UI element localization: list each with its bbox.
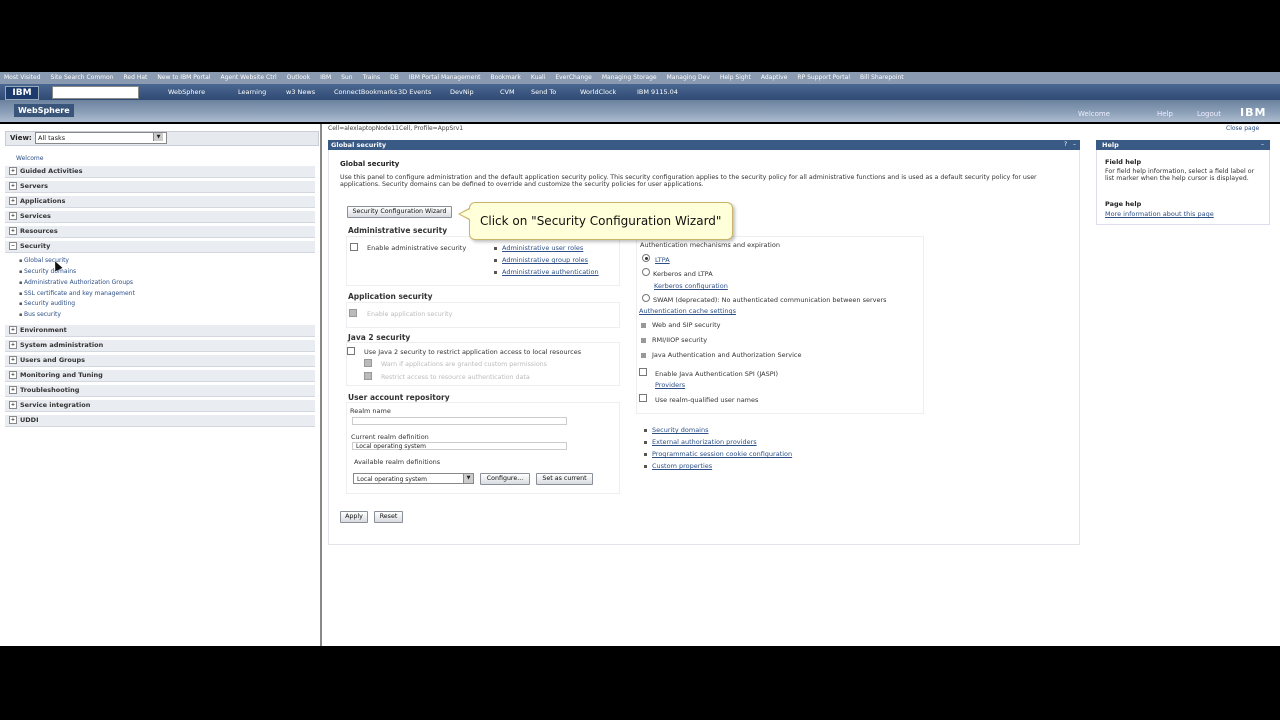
product-logo: WebSphere [14, 104, 74, 117]
expand-icon[interactable]: + [10, 417, 16, 423]
use-java2-security-label: Use Java 2 security to restrict application access to local resources [364, 348, 582, 356]
help-panel-title: Help [1096, 140, 1270, 150]
kerberos-label: Kerberos and LTPA [653, 270, 713, 278]
expand-icon[interactable]: + [10, 183, 16, 189]
browser-toolbar [0, 84, 1280, 100]
list-bullet [644, 465, 647, 468]
chevron-down-icon[interactable]: ▼ [153, 133, 163, 141]
ibm-brand-logo: IBM [1240, 106, 1267, 119]
expand-icon[interactable]: + [10, 228, 16, 234]
bookmark-item[interactable]: Red Hat [123, 74, 148, 81]
welcome-text: Welcome [1078, 110, 1111, 118]
nav-welcome-link[interactable]: Welcome [16, 155, 44, 162]
bookmark-item[interactable]: Sun [341, 74, 353, 81]
warn-custom-permissions-checkbox[interactable] [364, 359, 372, 367]
page-help-title: Page help [1105, 200, 1142, 208]
admin-security-title: Administrative security [348, 226, 448, 235]
page-title: Global security [340, 160, 400, 168]
list-bullet [644, 429, 647, 432]
enable-app-security-checkbox[interactable] [349, 309, 357, 317]
bookmark-item[interactable]: Bill Sharepoint [859, 74, 904, 81]
java2-security-title: Java 2 security [348, 333, 411, 342]
warn-custom-permissions-label: Warn if applications are granted custom permissions [381, 361, 547, 368]
nav-section[interactable] [5, 241, 315, 253]
bookmark-item[interactable]: Site Search Common [50, 74, 114, 81]
rmi-iiop-security-label[interactable]: RMI/IIOP security [652, 336, 708, 344]
admin-user-roles-link[interactable]: Administrative user roles [502, 244, 584, 252]
bookmark-item[interactable]: Help Sight [719, 74, 751, 81]
set-as-current-button[interactable]: Set as current [536, 473, 593, 485]
enable-admin-security-label: Enable administrative security [367, 244, 467, 252]
bookmark-item[interactable]: Agent Website Ctrl [220, 74, 277, 81]
bookmark-item[interactable]: Managing Dev [666, 74, 710, 81]
ibm-toolbar-logo[interactable]: IBM [5, 86, 39, 100]
bookmark-item[interactable]: DB [390, 74, 399, 81]
panel-title: Global security [328, 140, 1080, 150]
expand-icon[interactable] [641, 338, 646, 343]
nav-section-label: Guided Activities [20, 167, 83, 175]
page-help-link[interactable]: More information about this page [1105, 210, 1214, 218]
nav-section-label: Service integration [20, 401, 91, 409]
nav-section-label: UDDI [20, 416, 39, 424]
nav-section-label: Services [20, 212, 51, 220]
collapse-icon[interactable]: − [10, 243, 16, 249]
nav-sub-item[interactable]: ▪ Administrative Authorization Groups [28, 279, 133, 286]
expand-icon[interactable]: + [10, 372, 16, 378]
toolbar-item[interactable]: WebSphere [168, 88, 206, 96]
nav-section[interactable] [5, 340, 315, 352]
expand-icon[interactable]: + [10, 342, 16, 348]
expand-icon[interactable]: + [10, 168, 16, 174]
nav-section[interactable] [5, 385, 315, 397]
auth-cache-settings-link[interactable]: Authentication cache settings [639, 307, 737, 315]
bookmark-item[interactable]: Kuali [530, 74, 546, 81]
panel-help-icon[interactable]: ? [1064, 141, 1068, 148]
expand-icon[interactable]: + [10, 213, 16, 219]
bookmark-item[interactable]: Most Visited [4, 74, 41, 81]
field-help-text: For field help information, select a field label or list marker when the help cursor is displayed. [1105, 168, 1255, 182]
swam-radio[interactable] [642, 294, 650, 302]
bookmark-item[interactable]: IBM [320, 74, 332, 81]
callout-pointer-fill [460, 209, 470, 219]
bookmark-item[interactable]: Adaptive [760, 74, 788, 81]
realm-name-field[interactable] [352, 417, 567, 425]
available-realms-label: Available realm definitions [354, 458, 441, 466]
nav-section-label: Users and Groups [20, 356, 85, 364]
use-java2-security-checkbox[interactable] [347, 347, 355, 355]
app-security-title: Application security [348, 292, 433, 301]
realm-qualified-label: Use realm-qualified user names [655, 396, 759, 404]
list-bullet [494, 259, 497, 262]
realm-name-label: Realm name [350, 407, 391, 415]
view-select[interactable]: All tasks [35, 132, 167, 144]
nav-section[interactable] [5, 400, 315, 412]
expand-icon[interactable]: + [10, 387, 16, 393]
list-bullet [494, 271, 497, 274]
nav-section-label: Troubleshooting [20, 386, 80, 394]
header-help-link[interactable]: Help [1157, 110, 1173, 118]
swam-label: SWAM (deprecated): No authenticated communication between servers [653, 296, 887, 304]
enable-jaspi-label: Enable Java Authentication SPI (JASPI) [655, 370, 779, 378]
nav-sub-item[interactable]: ▪ Security domains [28, 268, 76, 275]
user-repo-title: User account repository [348, 393, 450, 402]
security-configuration-wizard-button[interactable]: Security Configuration Wizard [347, 206, 452, 218]
nav-section[interactable] [5, 166, 315, 178]
nav-section-label: Resources [20, 227, 58, 235]
nav-section[interactable] [5, 415, 315, 427]
kerberos-configuration-link[interactable]: Kerberos configuration [654, 282, 728, 290]
toolbar-item[interactable]: 3D Events [398, 88, 432, 96]
list-bullet [494, 247, 497, 250]
available-realms-select[interactable]: Local operating system [353, 473, 474, 484]
enable-app-security-label: Enable application security [367, 311, 453, 318]
breadcrumb: Cell=alexlaptopNode11Cell, Profile=AppSrv1 [328, 125, 464, 132]
nav-sub-item[interactable]: ▪ Security auditing [28, 300, 75, 307]
logout-link[interactable]: Logout [1197, 110, 1221, 118]
minimize-icon[interactable]: – [1073, 141, 1076, 148]
toolbar-item[interactable]: Learning [238, 88, 267, 96]
bookmark-item[interactable]: IBM Portal Management [408, 74, 481, 81]
external-authorization-providers-link[interactable]: External authorization providers [652, 438, 757, 446]
auth-mechanisms-title: Authentication mechanisms and expiration [640, 241, 780, 249]
nav-section-label: System administration [20, 341, 104, 349]
expand-icon[interactable]: + [10, 327, 16, 333]
bookmarks-bar [0, 72, 1280, 84]
nav-section[interactable] [5, 196, 315, 208]
current-realm-field: Local operating system [352, 442, 567, 450]
realm-qualified-checkbox[interactable] [639, 394, 647, 402]
session-cookie-configuration-link[interactable]: Programmatic session cookie configuration [652, 450, 793, 458]
page-description: Use this panel to configure administration and the default application security policy. This security configuration applies to the security policy for all administrative functions and is used as a default security policy for user applications. Security domains can be defined to override and customize the security policies for user applications. [340, 174, 1037, 188]
expand-icon[interactable] [641, 353, 646, 358]
nav-sub-item[interactable]: ▪ Global security [28, 257, 69, 264]
toolbar-item[interactable]: ConnectBookmarks [334, 88, 398, 96]
toolbar-search-input[interactable] [52, 86, 139, 99]
nav-section[interactable] [5, 370, 315, 382]
ltpa-radio[interactable] [642, 254, 650, 262]
providers-link[interactable]: Providers [655, 381, 686, 389]
reset-button[interactable]: Reset [374, 511, 403, 523]
admin-group-roles-link[interactable]: Administrative group roles [502, 256, 589, 264]
bookmark-item[interactable]: Managing Storage [601, 74, 657, 81]
bookmark-item[interactable]: Outlook [286, 74, 311, 81]
expand-icon[interactable]: + [10, 357, 16, 363]
toolbar-item[interactable]: WorldClock [580, 88, 617, 96]
list-bullet [644, 441, 647, 444]
field-help-title: Field help [1105, 158, 1142, 166]
nav-section-label: Security [20, 242, 51, 250]
expand-icon[interactable]: + [10, 198, 16, 204]
restrict-resource-auth-label: Restrict access to resource authentication data [381, 374, 530, 381]
view-label: View: [10, 134, 32, 142]
toolbar-item[interactable]: Send To [531, 88, 557, 96]
jaas-label[interactable]: Java Authentication and Authorization Service [652, 351, 802, 359]
chevron-down-icon[interactable]: ▼ [463, 474, 473, 483]
web-sip-security-label[interactable]: Web and SIP security [652, 321, 721, 329]
toolbar-item[interactable]: CVM [500, 88, 515, 96]
nav-section[interactable] [5, 211, 315, 223]
kerberos-radio[interactable] [642, 268, 650, 276]
nav-section-label: Servers [20, 182, 49, 190]
custom-properties-link[interactable]: Custom properties [652, 462, 713, 470]
security-domains-link[interactable]: Security domains [652, 426, 709, 434]
enable-jaspi-checkbox[interactable] [639, 368, 647, 376]
bookmark-item[interactable]: Trains [362, 74, 381, 81]
nav-section-label: Applications [20, 197, 66, 205]
bookmark-item[interactable]: New to IBM Portal [157, 74, 211, 81]
nav-section[interactable] [5, 181, 315, 193]
bookmark-item[interactable]: RP Support Portal [797, 74, 850, 81]
configure-button[interactable]: Configure... [480, 473, 530, 485]
nav-section[interactable] [5, 355, 315, 367]
minimize-icon[interactable]: – [1261, 141, 1264, 148]
close-page-link[interactable]: Close page [1226, 125, 1260, 132]
list-bullet [644, 453, 647, 456]
bookmark-item[interactable]: EverChange [555, 74, 592, 81]
admin-authentication-link[interactable]: Administrative authentication [502, 268, 599, 276]
expand-icon[interactable] [641, 323, 646, 328]
nav-section-label: Environment [20, 326, 67, 334]
toolbar-item[interactable]: IBM 9115.04 [637, 88, 678, 96]
current-realm-label: Current realm definition [351, 433, 429, 441]
expand-icon[interactable]: + [10, 402, 16, 408]
nav-section[interactable] [5, 226, 315, 238]
toolbar-item[interactable]: w3 News [286, 88, 316, 96]
bookmark-item[interactable]: Bookmark [490, 74, 521, 81]
nav-section-label: Monitoring and Tuning [20, 371, 103, 379]
apply-button[interactable]: Apply [340, 511, 368, 523]
enable-admin-security-checkbox[interactable] [350, 243, 358, 251]
restrict-resource-auth-checkbox[interactable] [364, 372, 372, 380]
nav-sub-item[interactable]: ▪ Bus security [28, 311, 61, 318]
ltpa-link[interactable]: LTPA [655, 256, 670, 264]
toolbar-item[interactable]: DevNip [450, 88, 474, 96]
tutorial-callout: Click on "Security Configuration Wizard" [469, 202, 733, 240]
nav-sub-item[interactable]: ▪ SSL certificate and key management [28, 290, 135, 297]
nav-section[interactable] [5, 325, 315, 337]
